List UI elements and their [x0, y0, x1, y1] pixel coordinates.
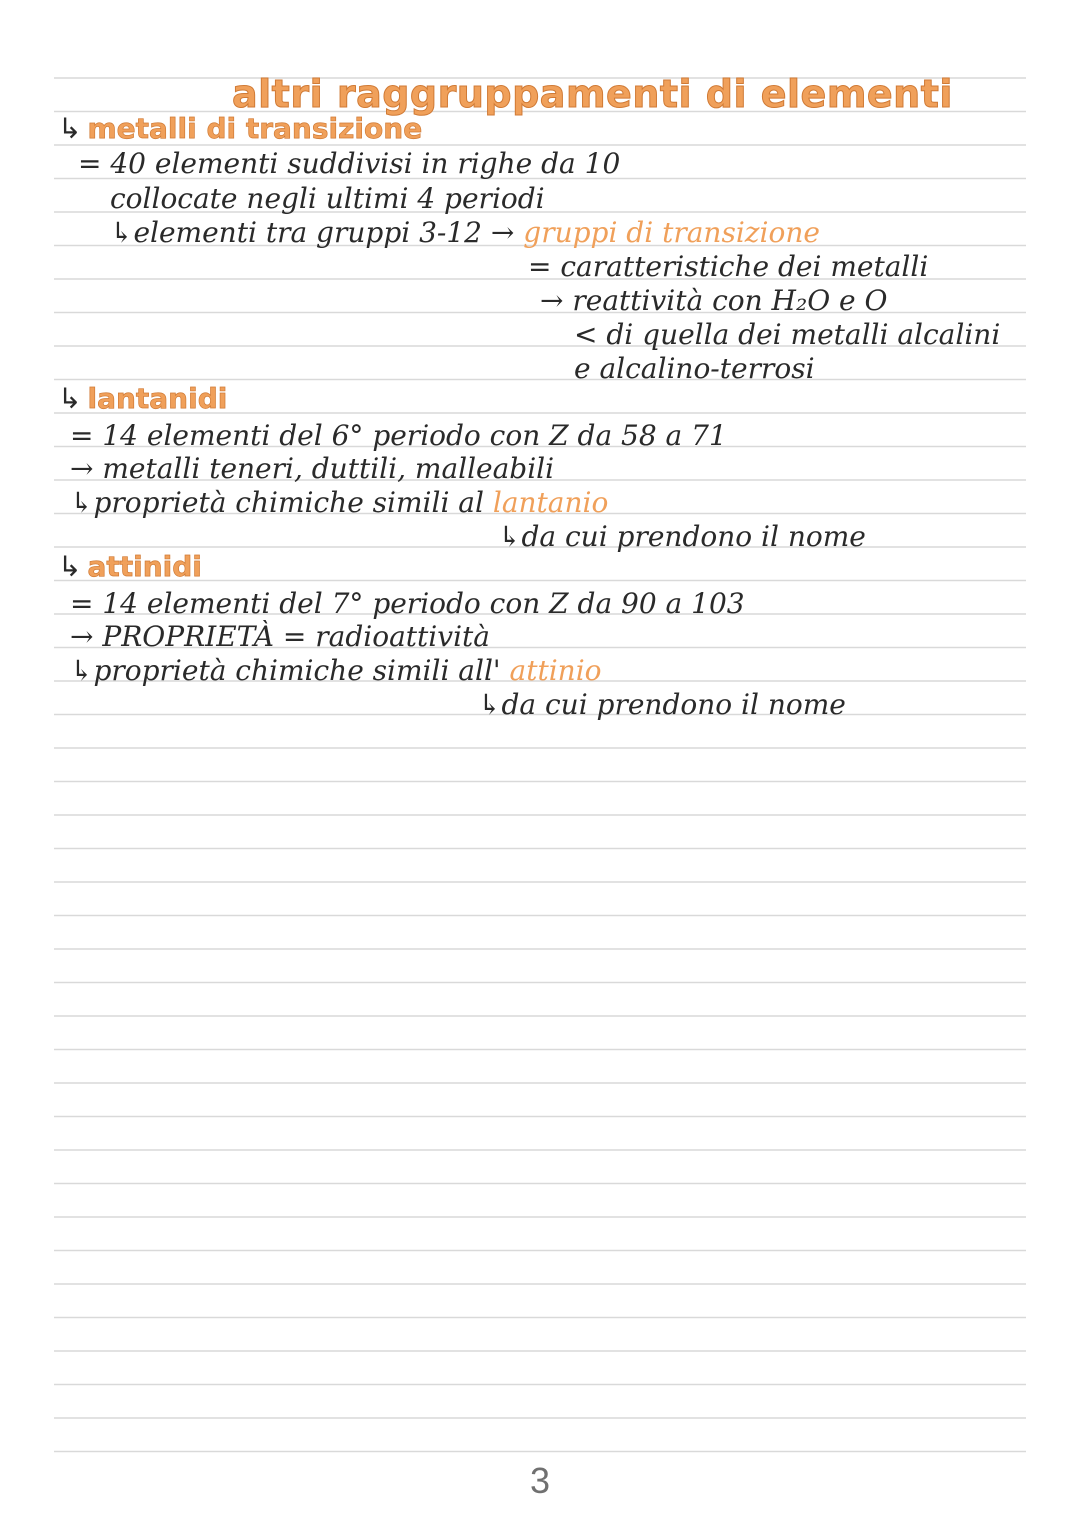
lanthanides-line-1: = 14 elementi del 6° periodo con Z da 58 a 71	[70, 419, 727, 452]
hook-arrow-icon: ↳	[58, 382, 82, 415]
transition-line-4: = caratteristiche dei metalli	[528, 250, 929, 283]
lanthanides-line-3: ↳proprietà chimiche simili al lantanio	[70, 486, 609, 519]
actinides-line-2: → PROPRIETÀ = radioattività	[70, 620, 490, 653]
hook-arrow-icon: ↳	[58, 550, 82, 583]
highlight-lanthanum: lantanio	[492, 486, 609, 519]
transition-line-2: collocate negli ultimi 4 periodi	[110, 182, 545, 215]
highlight-transition-groups: gruppi di transizione	[523, 216, 820, 249]
section-heading-actinides: ↳ attinidi	[58, 550, 202, 583]
transition-line-5: → reattività con H₂O e O	[540, 284, 888, 317]
transition-line-7: e alcalino-terrosi	[574, 352, 815, 385]
actinides-line-4: ↳da cui prendono il nome	[478, 688, 846, 721]
hook-arrow-icon: ↳	[58, 112, 82, 145]
lanthanides-line-4: ↳da cui prendono il nome	[498, 520, 866, 553]
section-heading-lanthanides: ↳ lantanidi	[58, 382, 228, 415]
actinides-line-1: = 14 elementi del 7° periodo con Z da 90 a 103	[70, 587, 745, 620]
page-number: 3	[529, 1460, 551, 1501]
transition-line-3: ↳elementi tra gruppi 3-12 → gruppi di transizione	[110, 216, 820, 249]
highlight-actinium: attinio	[509, 654, 602, 687]
transition-line-6: < di quella dei metalli alcalini	[574, 318, 1001, 351]
page-title: altri raggruppamenti di elementi	[232, 72, 953, 116]
actinides-line-3: ↳proprietà chimiche simili all' attinio	[70, 654, 602, 687]
transition-line-1: = 40 elementi suddivisi in righe da 10	[78, 147, 621, 180]
section-heading-transition: ↳ metalli di transizione	[58, 112, 423, 145]
lanthanides-line-2: → metalli teneri, duttili, malleabili	[70, 452, 555, 485]
